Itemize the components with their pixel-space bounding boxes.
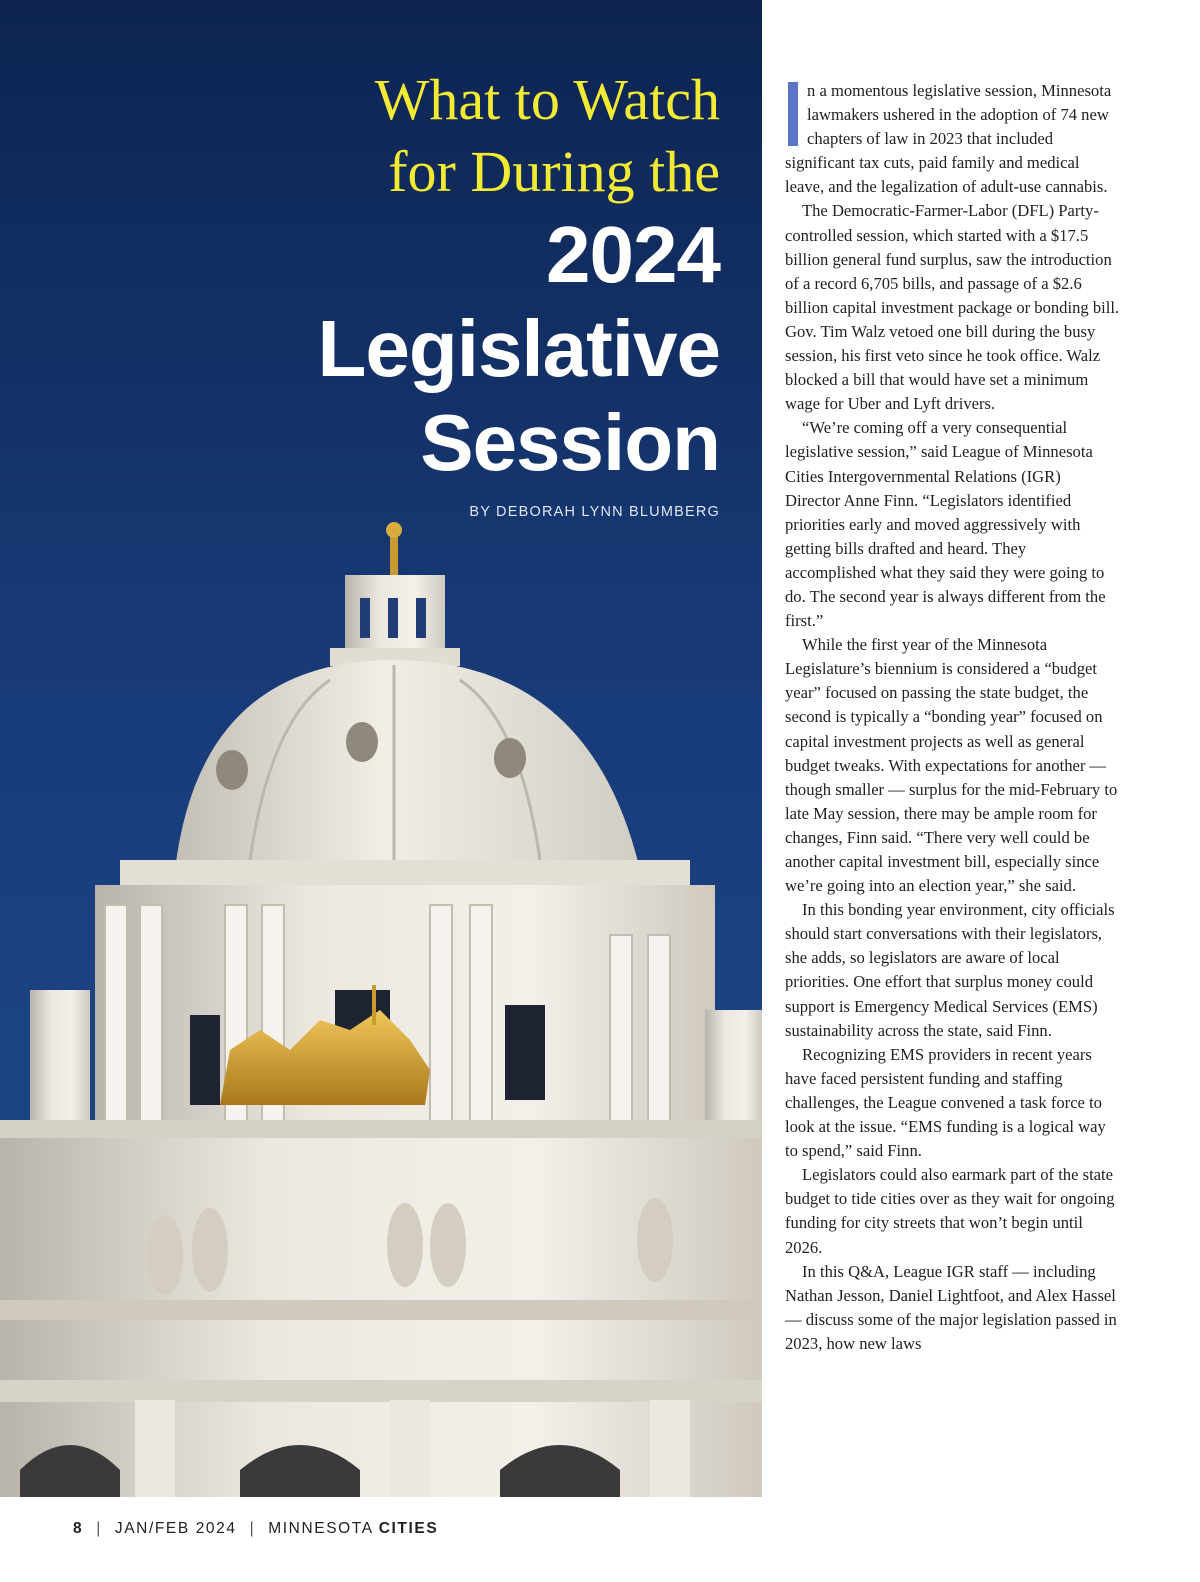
headline-line-5: Session xyxy=(420,398,720,487)
article-paragraph: In this bonding year environment, city officials should start conversations with their legislators, she adds, so legislators are aware of local priorities. One effort that surplus money could support is Emergency Medical Services (EMS) sustainability across the state, said Finn. xyxy=(785,900,1115,1040)
magazine-name xyxy=(268,1520,438,1537)
brand-light: MINNESOTA xyxy=(268,1520,373,1537)
footer-separator: | xyxy=(249,1520,256,1537)
article-body xyxy=(785,79,1120,1356)
headline-line-3: 2024 xyxy=(546,210,720,299)
article-paragraph: In this Q&A, League IGR staff — including Nathan Jesson, Daniel Lightfoot, and Alex Hassel — discuss some of the major legislation passed in 2023, how new laws xyxy=(785,1261,1117,1353)
article-paragraph: Legislators could also earmark part of the state budget to tide cities over as they wait for ongoing funding for city streets that won’t begin until 2026. xyxy=(785,1165,1115,1257)
page-number: 8 xyxy=(73,1520,84,1537)
article-paragraph: The Democratic-Farmer-Labor (DFL) Party-controlled session, which started with a $17.5 billion general fund surplus, saw the introduction of a record 6,705 bills, and passage of a $2.6 billion capital investment package or bonding bill. Gov. Tim Walz vetoed one bill during the busy session, his first veto since he took office. Walz blocked a bill that would have set a minimum wage for Uber and Lyft drivers. xyxy=(785,201,1120,414)
article-paragraph: n a momentous legislative session, Minnesota lawmakers ushered in the adoption of 74 new chapters of law in 2023 that included significant tax cuts, paid family and medical leave, and the legalization of adult-use cannabis. xyxy=(785,81,1112,197)
footer-separator: | xyxy=(96,1520,102,1537)
headline-line-2: for During the xyxy=(388,139,720,204)
headline-line-4: Legislative xyxy=(317,304,720,393)
article-paragraph: Recognizing EMS providers in recent years have faced persistent funding and staffing challenges, the League convened a task force to look at the issue. “EMS funding is a logical way to spend,” said Finn. xyxy=(785,1044,1106,1161)
article-paragraph: “We’re coming off a very consequential legislative session,” said League of Minnesota Cities Intergovernmental Relations (IGR) Director Anne Finn. “Legislators identified priorities early and moved aggressively with getting bills drafted and heard. They accomplished what they said they were going to do. The second year is always different from the first.” xyxy=(785,418,1106,631)
headline-block xyxy=(120,64,720,520)
article-paragraph: While the first year of the Minnesota Legislature’s biennium is considered a “budget year” focused on passing the state budget, the second is typically a “bonding year” focused on capital investment projects as well as general budget tweaks. With expectations for another — though smaller — surplus for the mid-February to late May session, there may be ample room for changes, Finn said. “There very well could be another capital investment bill, especially since we’re going into an election year,” she said. xyxy=(785,635,1118,896)
byline: BY DEBORAH LYNN BLUMBERG xyxy=(469,504,720,520)
page-footer xyxy=(73,1520,438,1538)
issue-date: JAN/FEB 2024 xyxy=(114,1520,237,1537)
headline-line-1: What to Watch xyxy=(374,67,720,132)
drop-cap-bar xyxy=(788,82,798,146)
brand-bold: CITIES xyxy=(378,1520,439,1537)
